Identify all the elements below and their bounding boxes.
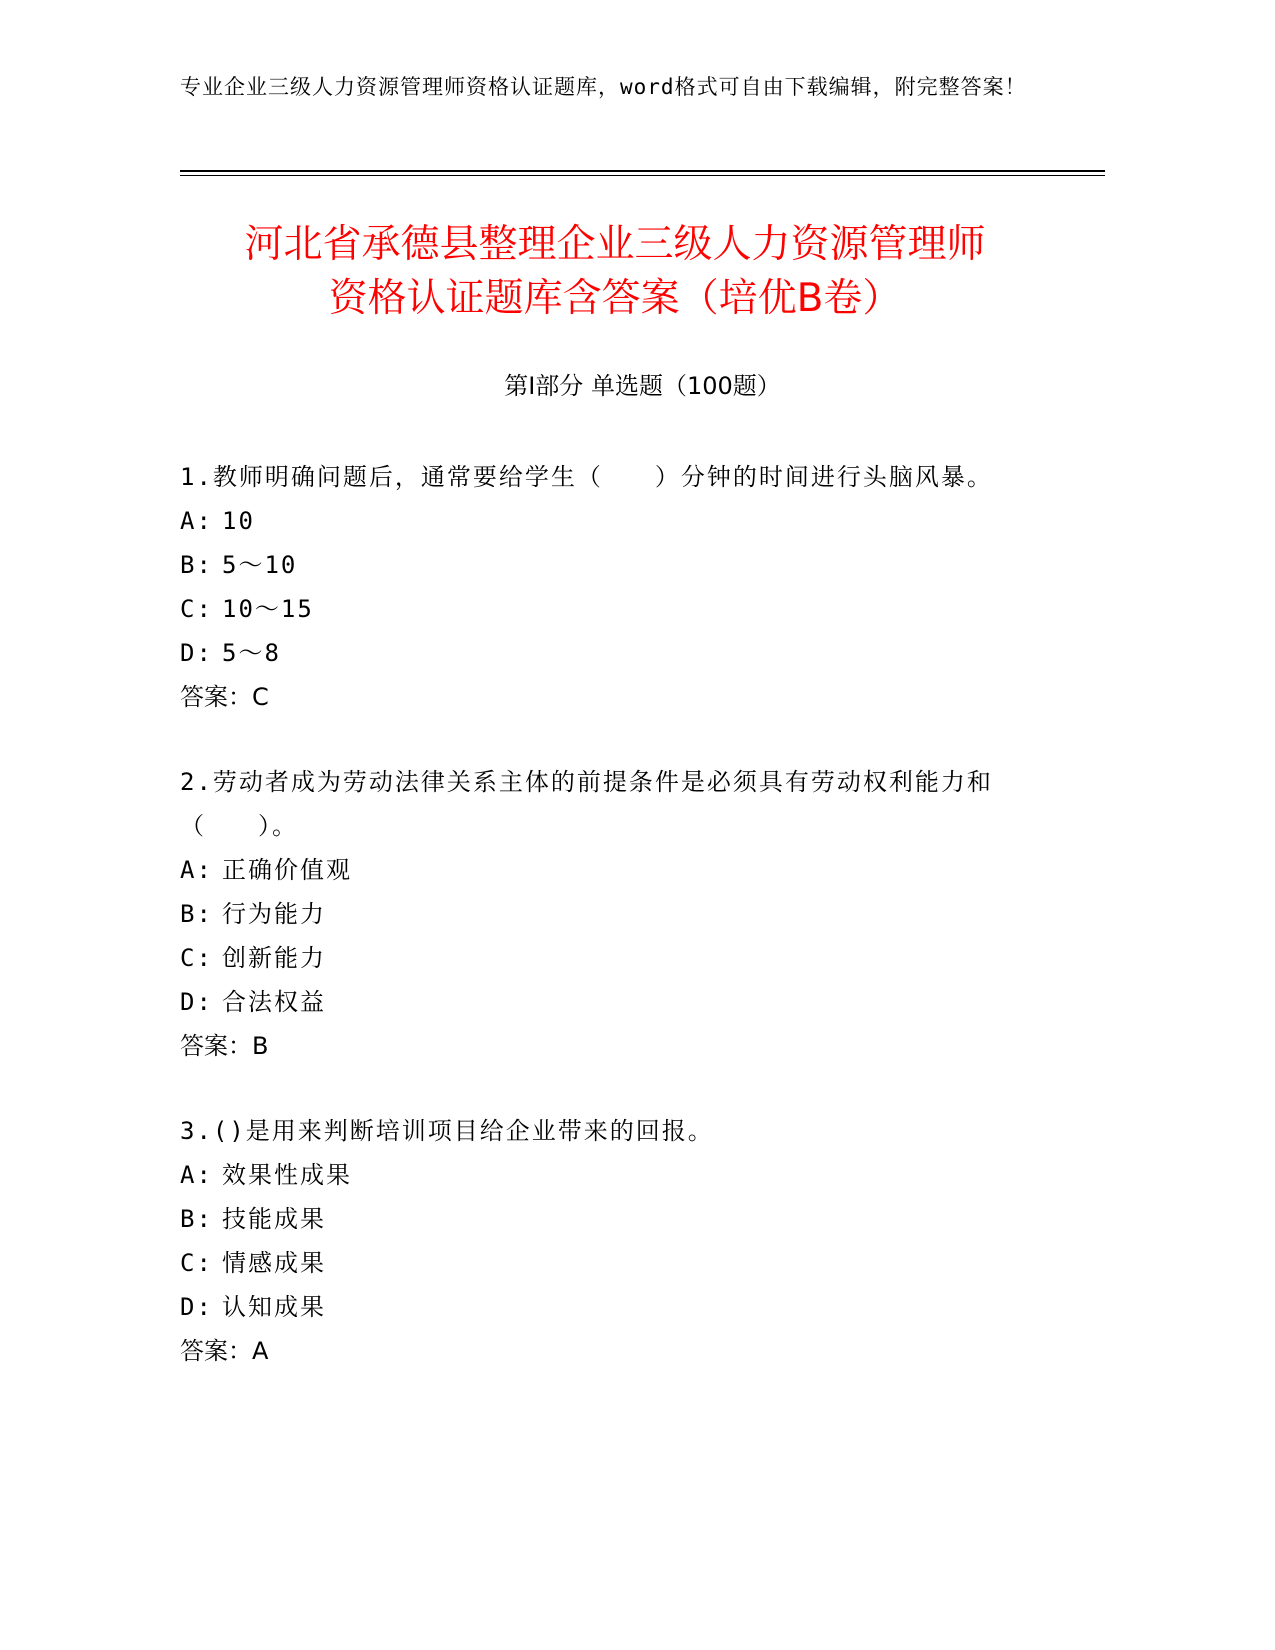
option-letter: A: [180,507,213,535]
option-letter: C: [180,595,213,623]
option-letter: B: [180,551,213,579]
option-c [180,936,1040,980]
option-c [180,1241,1040,1285]
option-text: 行为能力 [222,900,326,928]
question-3 [180,1109,1040,1373]
option-text: 合法权益 [222,988,326,1016]
option-letter: B: [180,1205,213,1233]
question-text: 1.教师明确问题后，通常要给学生（ ）分钟的时间进行头脑风暴。 [180,463,993,491]
option-letter: D: [180,988,213,1016]
document-title [150,218,1080,326]
option-a [180,1153,1040,1197]
question-text: 3.()是用来判断培训项目给企业带来的回报。 [180,1117,714,1145]
option-text: 创新能力 [222,944,326,972]
option-letter: D: [180,1293,213,1321]
answer: 答案：B [180,1032,269,1060]
option-b [180,892,1040,936]
option-letter: B: [180,900,213,928]
answer: 答案：C [180,683,269,711]
option-letter: C: [180,944,213,972]
option-letter: A: [180,1161,213,1189]
document-title-line-2: 资格认证题库含答案（培优B卷） [328,276,902,321]
option-text: 5～8 [222,639,281,667]
option-text: 正确价值观 [222,856,352,884]
option-text: 技能成果 [222,1205,326,1233]
question-list [180,455,1040,1414]
option-d [180,980,1040,1024]
question-text: 2.劳动者成为劳动法律关系主体的前提条件是必须具有劳动权利能力和（ ）。 [180,768,993,840]
option-a [180,499,1040,543]
answer: 答案：A [180,1337,269,1365]
option-text: 5～10 [222,551,298,579]
header-note: 专业企业三级人力资源管理师资格认证题库，word格式可自由下载编辑，附完整答案！ [180,75,1027,99]
option-a [180,848,1040,892]
header-rule-thick [180,170,1105,172]
document-title-line-1: 河北省承德县整理企业三级人力资源管理师 [244,222,986,267]
option-text: 效果性成果 [222,1161,352,1189]
option-text: 10～15 [222,595,314,623]
option-letter: C: [180,1249,213,1277]
option-b [180,1197,1040,1241]
option-letter: A: [180,856,213,884]
option-d [180,631,1040,675]
question-1 [180,455,1040,719]
option-text: 情感成果 [222,1249,326,1277]
section-title: 第Ⅰ部分 单选题（100题） [504,372,781,400]
option-letter: D: [180,639,213,667]
header-rule-thin [180,175,1105,176]
option-text: 认知成果 [222,1293,326,1321]
option-d [180,1285,1040,1329]
option-text: 10 [222,507,255,535]
option-b [180,543,1040,587]
option-c [180,587,1040,631]
question-2 [180,760,1040,1068]
